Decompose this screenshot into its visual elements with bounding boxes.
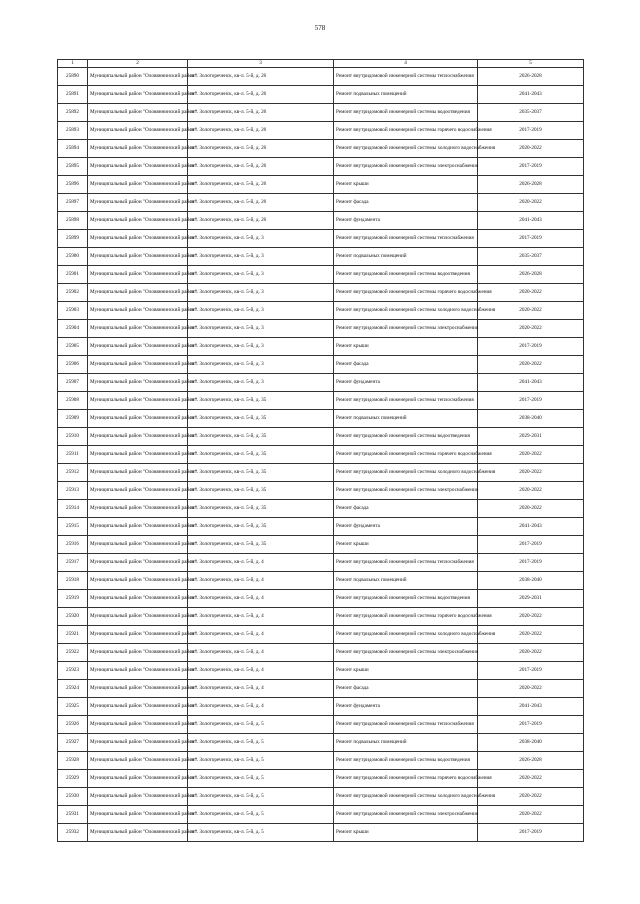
table-row — [58, 518, 584, 536]
municipality-cell: Муниципальный район "Оловяннинский район" — [88, 626, 188, 644]
address-cell: пгт. Золотореченск, кв-л. 5-й, д. 3 — [188, 338, 334, 356]
municipality-cell: Муниципальный район "Оловяннинский район" — [88, 734, 188, 752]
address-cell: пгт. Золотореченск, кв-л. 5-й, д. 3 — [188, 374, 334, 392]
row-number: 25918 — [58, 572, 88, 590]
period-cell: 2017-2019 — [478, 122, 584, 140]
municipality-cell: Муниципальный район "Оловяннинский район" — [88, 320, 188, 338]
address-cell: пгт. Золотореченск, кв-л. 5-й, д. 26 — [188, 194, 334, 212]
row-number: 25920 — [58, 608, 88, 626]
address-cell: пгт. Золотореченск, кв-л. 5-й, д. 35 — [188, 428, 334, 446]
period-cell: 2017-2019 — [478, 716, 584, 734]
period-cell: 2020-2022 — [478, 320, 584, 338]
address-cell: пгт. Золотореченск, кв-л. 5-й, д. 5 — [188, 824, 334, 842]
work-type-cell: Ремонт внутридомовой инженерной системы водоотведения — [334, 590, 478, 608]
work-type-cell: Ремонт внутридомовой инженерной системы электроснабжения — [334, 320, 478, 338]
period-cell: 2020-2022 — [478, 140, 584, 158]
municipality-cell: Муниципальный район "Оловяннинский район" — [88, 824, 188, 842]
period-cell: 2020-2022 — [478, 482, 584, 500]
work-type-cell: Ремонт крыши — [334, 824, 478, 842]
period-cell: 2020-2022 — [478, 644, 584, 662]
address-cell: пгт. Золотореченск, кв-л. 5-й, д. 26 — [188, 68, 334, 86]
work-type-cell: Ремонт фундамента — [334, 698, 478, 716]
work-type-cell: Ремонт фундамента — [334, 518, 478, 536]
table-row — [58, 536, 584, 554]
period-cell: 2026-2028 — [478, 176, 584, 194]
table-row — [58, 68, 584, 86]
address-cell: пгт. Золотореченск, кв-л. 5-й, д. 26 — [188, 158, 334, 176]
table-row — [58, 212, 584, 230]
row-number: 25906 — [58, 356, 88, 374]
address-cell: пгт. Золотореченск, кв-л. 5-й, д. 35 — [188, 410, 334, 428]
table-row — [58, 554, 584, 572]
row-number: 25914 — [58, 500, 88, 518]
work-type-cell: Ремонт внутридомовой инженерной системы холодного водоснабжения — [334, 140, 478, 158]
work-type-cell: Ремонт внутридомовой инженерной системы теплоснабжения — [334, 68, 478, 86]
work-type-cell: Ремонт внутридомовой инженерной системы водоотведения — [334, 428, 478, 446]
municipality-cell: Муниципальный район "Оловяннинский район" — [88, 302, 188, 320]
address-cell: пгт. Золотореченск, кв-л. 5-й, д. 4 — [188, 680, 334, 698]
row-number: 25895 — [58, 158, 88, 176]
address-cell: пгт. Золотореченск, кв-л. 5-й, д. 3 — [188, 248, 334, 266]
municipality-cell: Муниципальный район "Оловяннинский район" — [88, 86, 188, 104]
period-cell: 2020-2022 — [478, 788, 584, 806]
municipality-cell: Муниципальный район "Оловяннинский район" — [88, 770, 188, 788]
work-type-cell: Ремонт внутридомовой инженерной системы теплоснабжения — [334, 716, 478, 734]
work-type-cell: Ремонт фасада — [334, 194, 478, 212]
period-cell: 2020-2022 — [478, 608, 584, 626]
period-cell: 2020-2022 — [478, 284, 584, 302]
address-cell: пгт. Золотореченск, кв-л. 5-й, д. 26 — [188, 122, 334, 140]
work-type-cell: Ремонт внутридомовой инженерной системы водоотведения — [334, 104, 478, 122]
work-type-cell: Ремонт внутридомовой инженерной системы водоотведения — [334, 266, 478, 284]
period-cell: 2017-2019 — [478, 230, 584, 248]
table-row — [58, 608, 584, 626]
period-cell: 2017-2019 — [478, 824, 584, 842]
table-row — [58, 86, 584, 104]
work-type-cell: Ремонт внутридомовой инженерной системы теплоснабжения — [334, 392, 478, 410]
municipality-cell: Муниципальный район "Оловяннинский район" — [88, 140, 188, 158]
registry-table — [57, 59, 584, 842]
period-cell: 2038-2040 — [478, 734, 584, 752]
table-body — [58, 68, 584, 842]
work-type-cell: Ремонт внутридомовой инженерной системы теплоснабжения — [334, 230, 478, 248]
work-type-cell: Ремонт фасада — [334, 500, 478, 518]
work-type-cell: Ремонт внутридомовой инженерной системы электроснабжения — [334, 158, 478, 176]
municipality-cell: Муниципальный район "Оловяннинский район" — [88, 212, 188, 230]
work-type-cell: Ремонт внутридомовой инженерной системы горячего водоснабжения — [334, 446, 478, 464]
period-cell: 2041-2043 — [478, 698, 584, 716]
table-row — [58, 140, 584, 158]
address-cell: пгт. Золотореченск, кв-л. 5-й, д. 4 — [188, 644, 334, 662]
period-cell: 2020-2022 — [478, 464, 584, 482]
work-type-cell: Ремонт фасада — [334, 356, 478, 374]
table-row — [58, 500, 584, 518]
row-number: 25917 — [58, 554, 88, 572]
page-number: 578 — [314, 24, 326, 32]
table-row — [58, 194, 584, 212]
row-number: 25904 — [58, 320, 88, 338]
municipality-cell: Муниципальный район "Оловяннинский район" — [88, 374, 188, 392]
period-cell: 2017-2019 — [478, 158, 584, 176]
row-number: 25894 — [58, 140, 88, 158]
address-cell: пгт. Золотореченск, кв-л. 5-й, д. 35 — [188, 392, 334, 410]
address-cell: пгт. Золотореченск, кв-л. 5-й, д. 5 — [188, 770, 334, 788]
work-type-cell: Ремонт подвальных помещений — [334, 734, 478, 752]
address-cell: пгт. Золотореченск, кв-л. 5-й, д. 4 — [188, 590, 334, 608]
table-row — [58, 266, 584, 284]
municipality-cell: Муниципальный район "Оловяннинский район" — [88, 698, 188, 716]
period-cell: 2020-2022 — [478, 500, 584, 518]
period-cell: 2029-2031 — [478, 428, 584, 446]
address-cell: пгт. Золотореченск, кв-л. 5-й, д. 5 — [188, 788, 334, 806]
row-number: 25926 — [58, 716, 88, 734]
municipality-cell: Муниципальный район "Оловяннинский район" — [88, 248, 188, 266]
period-cell: 2017-2019 — [478, 392, 584, 410]
row-number: 25899 — [58, 230, 88, 248]
address-cell: пгт. Золотореченск, кв-л. 5-й, д. 5 — [188, 734, 334, 752]
address-cell: пгт. Золотореченск, кв-л. 5-й, д. 3 — [188, 320, 334, 338]
address-cell: пгт. Золотореченск, кв-л. 5-й, д. 4 — [188, 662, 334, 680]
municipality-cell: Муниципальный район "Оловяннинский район" — [88, 590, 188, 608]
work-type-cell: Ремонт внутридомовой инженерной системы электроснабжения — [334, 644, 478, 662]
table-row — [58, 698, 584, 716]
table-row — [58, 464, 584, 482]
work-type-cell: Ремонт фундамента — [334, 212, 478, 230]
row-number: 25912 — [58, 464, 88, 482]
work-type-cell: Ремонт внутридомовой инженерной системы теплоснабжения — [334, 554, 478, 572]
row-number: 25921 — [58, 626, 88, 644]
address-cell: пгт. Золотореченск, кв-л. 5-й, д. 5 — [188, 752, 334, 770]
municipality-cell: Муниципальный район "Оловяннинский район" — [88, 806, 188, 824]
municipality-cell: Муниципальный район "Оловяннинский район" — [88, 122, 188, 140]
row-number: 25907 — [58, 374, 88, 392]
municipality-cell: Муниципальный район "Оловяннинский район" — [88, 716, 188, 734]
table-row — [58, 248, 584, 266]
period-cell: 2020-2022 — [478, 446, 584, 464]
municipality-cell: Муниципальный район "Оловяннинский район" — [88, 158, 188, 176]
row-number: 25890 — [58, 68, 88, 86]
table-row — [58, 230, 584, 248]
table-row — [58, 158, 584, 176]
row-number: 25897 — [58, 194, 88, 212]
period-cell: 2020-2022 — [478, 356, 584, 374]
municipality-cell: Муниципальный район "Оловяннинский район" — [88, 176, 188, 194]
work-type-cell: Ремонт фасада — [334, 680, 478, 698]
header-cell: 1 — [58, 60, 88, 68]
table-row — [58, 302, 584, 320]
table-row — [58, 104, 584, 122]
period-cell: 2017-2019 — [478, 536, 584, 554]
address-cell: пгт. Золотореченск, кв-л. 5-й, д. 3 — [188, 302, 334, 320]
municipality-cell: Муниципальный район "Оловяннинский район" — [88, 338, 188, 356]
work-type-cell: Ремонт внутридомовой инженерной системы горячего водоснабжения — [334, 608, 478, 626]
header-row — [58, 60, 584, 68]
table-row — [58, 374, 584, 392]
table-row — [58, 680, 584, 698]
address-cell: пгт. Золотореченск, кв-л. 5-й, д. 35 — [188, 518, 334, 536]
row-number: 25901 — [58, 266, 88, 284]
period-cell: 2026-2028 — [478, 266, 584, 284]
work-type-cell: Ремонт внутридомовой инженерной системы холодного водоснабжения — [334, 302, 478, 320]
row-number: 25922 — [58, 644, 88, 662]
table-row — [58, 284, 584, 302]
address-cell: пгт. Золотореченск, кв-л. 5-й, д. 5 — [188, 806, 334, 824]
row-number: 25931 — [58, 806, 88, 824]
period-cell: 2017-2019 — [478, 554, 584, 572]
row-number: 25919 — [58, 590, 88, 608]
address-cell: пгт. Золотореченск, кв-л. 5-й, д. 3 — [188, 356, 334, 374]
work-type-cell: Ремонт подвальных помещений — [334, 410, 478, 428]
work-type-cell: Ремонт внутридомовой инженерной системы горячего водоснабжения — [334, 122, 478, 140]
period-cell: 2035-2037 — [478, 248, 584, 266]
address-cell: пгт. Золотореченск, кв-л. 5-й, д. 26 — [188, 104, 334, 122]
address-cell: пгт. Золотореченск, кв-л. 5-й, д. 3 — [188, 230, 334, 248]
table-row — [58, 734, 584, 752]
table-row — [58, 122, 584, 140]
municipality-cell: Муниципальный район "Оловяннинский район" — [88, 644, 188, 662]
work-type-cell: Ремонт внутридомовой инженерной системы холодного водоснабжения — [334, 626, 478, 644]
row-number: 25911 — [58, 446, 88, 464]
address-cell: пгт. Золотореченск, кв-л. 5-й, д. 35 — [188, 464, 334, 482]
address-cell: пгт. Золотореченск, кв-л. 5-й, д. 35 — [188, 482, 334, 500]
table-row — [58, 770, 584, 788]
municipality-cell: Муниципальный район "Оловяннинский район" — [88, 554, 188, 572]
address-cell: пгт. Золотореченск, кв-л. 5-й, д. 26 — [188, 212, 334, 230]
address-cell: пгт. Золотореченск, кв-л. 5-й, д. 4 — [188, 572, 334, 590]
period-cell: 2020-2022 — [478, 302, 584, 320]
work-type-cell: Ремонт внутридомовой инженерной системы холодного водоснабжения — [334, 788, 478, 806]
row-number: 25896 — [58, 176, 88, 194]
table-row — [58, 482, 584, 500]
address-cell: пгт. Золотореченск, кв-л. 5-й, д. 35 — [188, 500, 334, 518]
municipality-cell: Муниципальный район "Оловяннинский район" — [88, 482, 188, 500]
address-cell: пгт. Золотореченск, кв-л. 5-й, д. 4 — [188, 554, 334, 572]
municipality-cell: Муниципальный район "Оловяннинский район" — [88, 284, 188, 302]
header-cell: 5 — [478, 60, 584, 68]
work-type-cell: Ремонт крыши — [334, 536, 478, 554]
header-cell: 3 — [188, 60, 334, 68]
municipality-cell: Муниципальный район "Оловяннинский район" — [88, 500, 188, 518]
header-cell: 4 — [334, 60, 478, 68]
period-cell: 2041-2043 — [478, 212, 584, 230]
table-row — [58, 644, 584, 662]
period-cell: 2038-2040 — [478, 572, 584, 590]
municipality-cell: Муниципальный район "Оловяннинский район" — [88, 680, 188, 698]
row-number: 25929 — [58, 770, 88, 788]
period-cell: 2029-2031 — [478, 590, 584, 608]
municipality-cell: Муниципальный район "Оловяннинский район" — [88, 266, 188, 284]
row-number: 25898 — [58, 212, 88, 230]
row-number: 25892 — [58, 104, 88, 122]
municipality-cell: Муниципальный район "Оловяннинский район" — [88, 572, 188, 590]
work-type-cell: Ремонт подвальных помещений — [334, 572, 478, 590]
row-number: 25913 — [58, 482, 88, 500]
table-row — [58, 356, 584, 374]
work-type-cell: Ремонт подвальных помещений — [334, 248, 478, 266]
work-type-cell: Ремонт внутридомовой инженерной системы электроснабжения — [334, 482, 478, 500]
table-row — [58, 716, 584, 734]
period-cell: 2017-2019 — [478, 662, 584, 680]
work-type-cell: Ремонт крыши — [334, 662, 478, 680]
row-number: 25910 — [58, 428, 88, 446]
work-type-cell: Ремонт внутридомовой инженерной системы электроснабжения — [334, 806, 478, 824]
address-cell: пгт. Золотореченск, кв-л. 5-й, д. 4 — [188, 626, 334, 644]
address-cell: пгт. Золотореченск, кв-л. 5-й, д. 4 — [188, 698, 334, 716]
municipality-cell: Муниципальный район "Оловяннинский район" — [88, 752, 188, 770]
period-cell: 2020-2022 — [478, 194, 584, 212]
table-row — [58, 806, 584, 824]
period-cell: 2020-2022 — [478, 770, 584, 788]
address-cell: пгт. Золотореченск, кв-л. 5-й, д. 26 — [188, 176, 334, 194]
municipality-cell: Муниципальный район "Оловяннинский район" — [88, 446, 188, 464]
address-cell: пгт. Золотореченск, кв-л. 5-й, д. 5 — [188, 716, 334, 734]
address-cell: пгт. Золотореченск, кв-л. 5-й, д. 4 — [188, 608, 334, 626]
row-number: 25925 — [58, 698, 88, 716]
table-row — [58, 626, 584, 644]
municipality-cell: Муниципальный район "Оловяннинский район" — [88, 410, 188, 428]
table-row — [58, 338, 584, 356]
municipality-cell: Муниципальный район "Оловяннинский район" — [88, 392, 188, 410]
period-cell: 2041-2043 — [478, 518, 584, 536]
row-number: 25930 — [58, 788, 88, 806]
row-number: 25908 — [58, 392, 88, 410]
municipality-cell: Муниципальный район "Оловяннинский район" — [88, 518, 188, 536]
row-number: 25905 — [58, 338, 88, 356]
period-cell: 2035-2037 — [478, 104, 584, 122]
table-row — [58, 824, 584, 842]
work-type-cell: Ремонт крыши — [334, 176, 478, 194]
municipality-cell: Муниципальный район "Оловяннинский район" — [88, 68, 188, 86]
row-number: 25909 — [58, 410, 88, 428]
table-row — [58, 392, 584, 410]
table-row — [58, 176, 584, 194]
period-cell: 2041-2043 — [478, 374, 584, 392]
period-cell: 2026-2028 — [478, 752, 584, 770]
address-cell: пгт. Золотореченск, кв-л. 5-й, д. 3 — [188, 266, 334, 284]
row-number: 25932 — [58, 824, 88, 842]
table-row — [58, 320, 584, 338]
address-cell: пгт. Золотореченск, кв-л. 5-й, д. 35 — [188, 536, 334, 554]
address-cell: пгт. Золотореченск, кв-л. 5-й, д. 35 — [188, 446, 334, 464]
municipality-cell: Муниципальный район "Оловяннинский район" — [88, 428, 188, 446]
period-cell: 2038-2040 — [478, 410, 584, 428]
address-cell: пгт. Золотореченск, кв-л. 5-й, д. 26 — [188, 86, 334, 104]
table-row — [58, 572, 584, 590]
work-type-cell: Ремонт внутридомовой инженерной системы водоотведения — [334, 752, 478, 770]
municipality-cell: Муниципальный район "Оловяннинский район" — [88, 356, 188, 374]
table-row — [58, 590, 584, 608]
row-number: 25916 — [58, 536, 88, 554]
period-cell: 2041-2043 — [478, 86, 584, 104]
work-type-cell: Ремонт внутридомовой инженерной системы холодного водоснабжения — [334, 464, 478, 482]
period-cell: 2017-2019 — [478, 338, 584, 356]
table-row — [58, 410, 584, 428]
row-number: 25928 — [58, 752, 88, 770]
work-type-cell: Ремонт внутридомовой инженерной системы горячего водоснабжения — [334, 284, 478, 302]
municipality-cell: Муниципальный район "Оловяннинский район" — [88, 608, 188, 626]
work-type-cell: Ремонт подвальных помещений — [334, 86, 478, 104]
row-number: 25915 — [58, 518, 88, 536]
municipality-cell: Муниципальный район "Оловяннинский район" — [88, 662, 188, 680]
row-number: 25924 — [58, 680, 88, 698]
period-cell: 2020-2022 — [478, 680, 584, 698]
work-type-cell: Ремонт внутридомовой инженерной системы горячего водоснабжения — [334, 770, 478, 788]
municipality-cell: Муниципальный район "Оловяннинский район" — [88, 536, 188, 554]
row-number: 25893 — [58, 122, 88, 140]
header-cell: 2 — [88, 60, 188, 68]
table-row — [58, 428, 584, 446]
municipality-cell: Муниципальный район "Оловяннинский район" — [88, 788, 188, 806]
period-cell: 2026-2028 — [478, 68, 584, 86]
address-cell: пгт. Золотореченск, кв-л. 5-й, д. 3 — [188, 284, 334, 302]
row-number: 25903 — [58, 302, 88, 320]
table-row — [58, 788, 584, 806]
work-type-cell: Ремонт фундамента — [334, 374, 478, 392]
table-row — [58, 752, 584, 770]
municipality-cell: Муниципальный район "Оловяннинский район" — [88, 104, 188, 122]
row-number: 25927 — [58, 734, 88, 752]
row-number: 25902 — [58, 284, 88, 302]
table-row — [58, 662, 584, 680]
period-cell: 2020-2022 — [478, 626, 584, 644]
municipality-cell: Муниципальный район "Оловяннинский район" — [88, 464, 188, 482]
row-number: 25900 — [58, 248, 88, 266]
period-cell: 2020-2022 — [478, 806, 584, 824]
table-row — [58, 446, 584, 464]
address-cell: пгт. Золотореченск, кв-л. 5-й, д. 26 — [188, 140, 334, 158]
municipality-cell: Муниципальный район "Оловяннинский район" — [88, 194, 188, 212]
municipality-cell: Муниципальный район "Оловяннинский район" — [88, 230, 188, 248]
row-number: 25923 — [58, 662, 88, 680]
work-type-cell: Ремонт крыши — [334, 338, 478, 356]
row-number: 25891 — [58, 86, 88, 104]
